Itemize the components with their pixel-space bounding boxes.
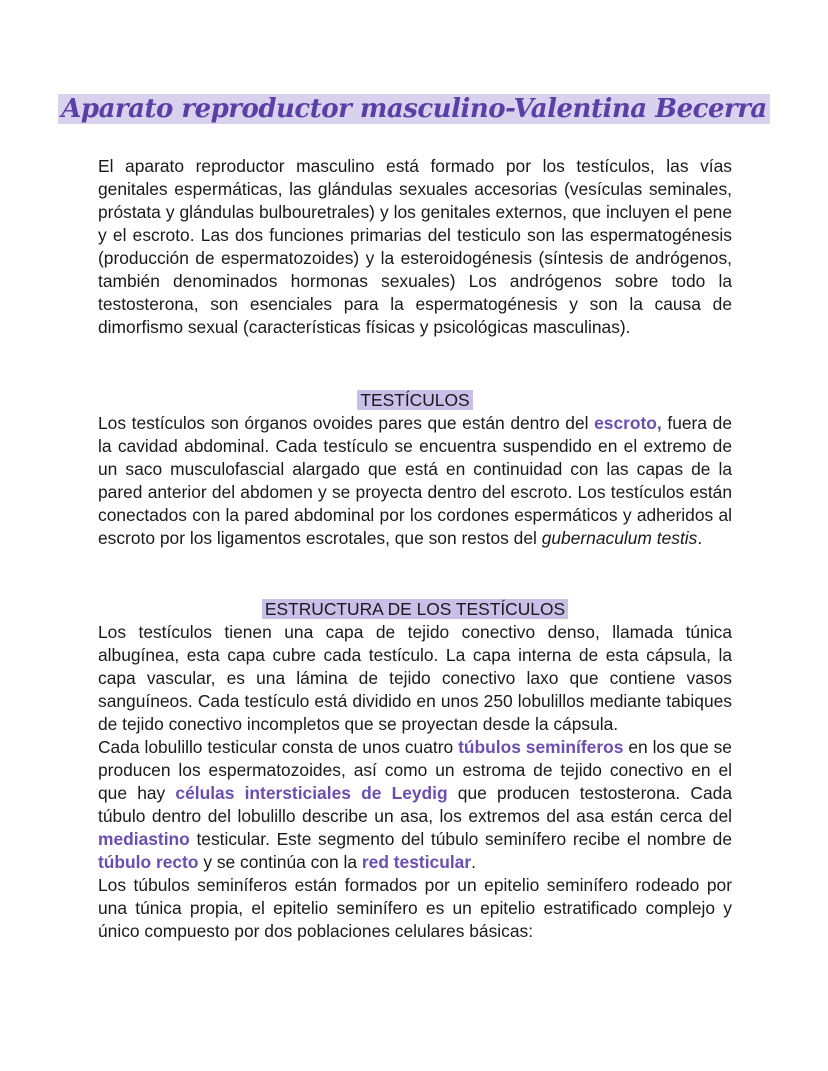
text-run: fuera de la cavidad abdominal. Cada testículo se encuentra suspendido en el extremo de un saco musculofascial alargado que está en continuidad con las capas de la pared anterior del abdomen y se proyecta dentro del escroto. Los testículos están conectados con la pared abdominal por los cordones espermáticos y adheridos al escroto por los ligamentos escrotales, que son restos del — [98, 413, 732, 548]
term-mediastino: mediastino — [98, 829, 190, 849]
term-celulas-leydig: células intersticiales de Leydig — [175, 783, 448, 803]
text-run: testicular. Este segmento del túbulo seminífero recibe el nombre de — [189, 829, 732, 849]
section-testiculos — [98, 389, 732, 550]
section-heading-estructura — [98, 598, 732, 621]
title-text: Aparato reproductor masculino-Valentina Becerra — [58, 94, 770, 124]
section-heading-testiculos — [98, 389, 732, 412]
text-run: que producen testosterona. Cada túbulo dentro del lobulillo describe un asa, los extremos del asa están cerca del — [98, 783, 733, 826]
intro-block — [98, 155, 732, 339]
heading-text: ESTRUCTURA DE LOS TESTÍCULOS — [262, 599, 568, 619]
term-tubulo-recto: túbulo recto — [98, 852, 199, 872]
text-run: . — [697, 528, 703, 548]
term-red-testicular: red testicular — [361, 852, 472, 872]
text-run: . — [471, 852, 476, 872]
text-run: Cada lobulillo testicular consta de unos cuatro — [98, 737, 459, 757]
estructura-paragraph-1: Los testículos tienen una capa de tejido conectivo denso, llamada túnica albugínea, esta capa cubre cada testículo. La capa interna de esta cápsula, la capa vascular, es una lámina de tejido conectivo laxo que contiene vasos sanguíneos. Cada testículo está dividido en unos 250 lobulillos mediante tabiques de tejido conectivo incompletos que se proyectan desde la cápsula. — [98, 622, 732, 734]
estructura-paragraph-3: Los túbulos seminíferos están formados por un epitelio seminífero rodeado por una túnica propia, el epitelio seminífero es un epitelio estratificado complejo y único compuesto por dos poblaciones celulares básicas: — [98, 875, 732, 941]
text-run: y se continúa con la — [198, 852, 362, 872]
document-title — [0, 94, 828, 124]
estructura-paragraph-2 — [98, 736, 732, 874]
heading-text: TESTÍCULOS — [357, 390, 472, 410]
testiculos-paragraph — [98, 412, 732, 550]
intro-paragraph: El aparato reproductor masculino está formado por los testículos, las vías genitales espermáticas, las glándulas sexuales accesorias (vesículas seminales, próstata y glándulas bulbouretrales) y los genitales externos, que incluyen el pene y el escroto. Las dos funciones primarias del testiculo son las espermatogénesis (producción de espermatozoides) y la esteroidogénesis (síntesis de andrógenos, también denominados hormonas sexuales) Los andrógenos sobre todo la testosterona, son esenciales para la espermatogénesis y son la causa de dimorfismo sexual (características físicas y psicológicas masculinas). — [98, 156, 732, 337]
term-escroto: escroto, — [594, 413, 662, 433]
term-gubernaculum: gubernaculum testis — [541, 528, 698, 548]
text-run: Los testículos son órganos ovoides pares que están dentro del — [98, 413, 595, 433]
text-run: en los que se producen los espermatozoides, así como un estroma de tejido conectivo en el que hay — [98, 737, 732, 803]
term-tubulos-seminiferos: túbulos seminíferos — [458, 737, 624, 757]
section-estructura — [98, 598, 732, 943]
